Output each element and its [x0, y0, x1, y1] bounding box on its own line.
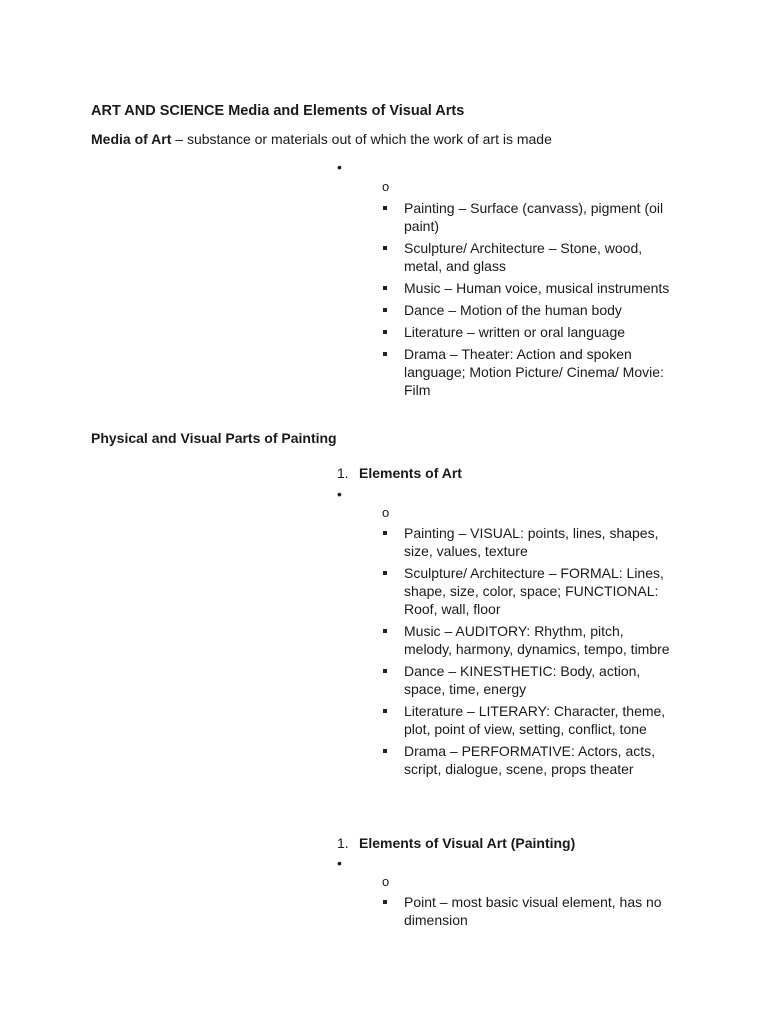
square-bullet-icon	[383, 206, 387, 210]
list-item	[381, 702, 671, 738]
list-item	[381, 893, 671, 929]
numbered-heading-elements-of-art	[337, 465, 462, 481]
square-bullet-icon	[383, 531, 387, 535]
square-bullet-icon	[383, 709, 387, 713]
list-item-text: Sculpture/ Architecture – FORMAL: Lines, shape, size, color, space; FUNCTIONAL: Roof, wall, floor	[404, 565, 664, 617]
list-item-text: Painting – Surface (canvass), pigment (oil paint)	[404, 200, 664, 234]
disc-bullet: •	[337, 159, 342, 175]
document-title: ART AND SCIENCE Media and Elements of Visual Arts	[91, 103, 465, 119]
list-item	[381, 622, 671, 658]
list-item-text: Drama – Theater: Action and spoken language; Motion Picture/ Cinema/ Movie: Film	[404, 346, 664, 398]
list-item	[381, 279, 671, 297]
list-item	[381, 345, 671, 399]
list-item-text: Music – Human voice, musical instruments	[404, 280, 670, 296]
square-bullet-icon	[383, 330, 387, 334]
media-definition	[91, 131, 552, 147]
visual-art-list	[381, 893, 671, 933]
list-number: 1.	[337, 465, 349, 481]
list-item	[381, 564, 671, 618]
media-definition-text: – substance or materials out of which the work of art is made	[171, 131, 552, 147]
list-item-text: Drama – PERFORMATIVE: Actors, acts, script, dialogue, scene, props theater	[404, 743, 656, 777]
elements-of-art-list	[381, 524, 671, 782]
square-bullet-icon	[383, 900, 387, 904]
list-item-text: Point – most basic visual element, has no dimension	[404, 894, 662, 928]
numbered-heading-elements-of-visual-art	[337, 835, 575, 851]
list-number: 1.	[337, 835, 349, 851]
list-item-text: Painting – VISUAL: points, lines, shapes, size, values, texture	[404, 525, 659, 559]
circle-bullet: o	[382, 874, 390, 889]
list-item	[381, 524, 671, 560]
list-item-text: Dance – Motion of the human body	[404, 302, 622, 318]
list-item	[381, 742, 671, 778]
list-item	[381, 301, 671, 319]
square-bullet-icon	[383, 669, 387, 673]
list-item-text: Dance – KINESTHETIC: Body, action, space, time, energy	[404, 663, 641, 697]
circle-bullet: o	[382, 505, 390, 520]
media-list	[381, 199, 671, 403]
list-item	[381, 662, 671, 698]
list-item	[381, 199, 671, 235]
square-bullet-icon	[383, 286, 387, 290]
square-bullet-icon	[383, 308, 387, 312]
list-item	[381, 323, 671, 341]
disc-bullet: •	[337, 486, 342, 502]
square-bullet-icon	[383, 246, 387, 250]
section-heading: Elements of Visual Art (Painting)	[359, 835, 576, 851]
media-term: Media of Art	[91, 131, 172, 147]
list-item-text: Literature – written or oral language	[404, 324, 626, 340]
section-heading: Elements of Art	[359, 465, 462, 481]
list-item-text: Literature – LITERARY: Character, theme, plot, point of view, setting, conflict, tone	[404, 703, 666, 737]
physical-parts-heading: Physical and Visual Parts of Painting	[91, 430, 337, 446]
square-bullet-icon	[383, 352, 387, 356]
square-bullet-icon	[383, 571, 387, 575]
list-item	[381, 239, 671, 275]
list-item-text: Sculpture/ Architecture – Stone, wood, metal, and glass	[404, 240, 643, 274]
disc-bullet: •	[337, 855, 342, 871]
square-bullet-icon	[383, 629, 387, 633]
circle-bullet: o	[382, 179, 390, 194]
square-bullet-icon	[383, 749, 387, 753]
list-item-text: Music – AUDITORY: Rhythm, pitch, melody, harmony, dynamics, tempo, timbre	[404, 623, 670, 657]
